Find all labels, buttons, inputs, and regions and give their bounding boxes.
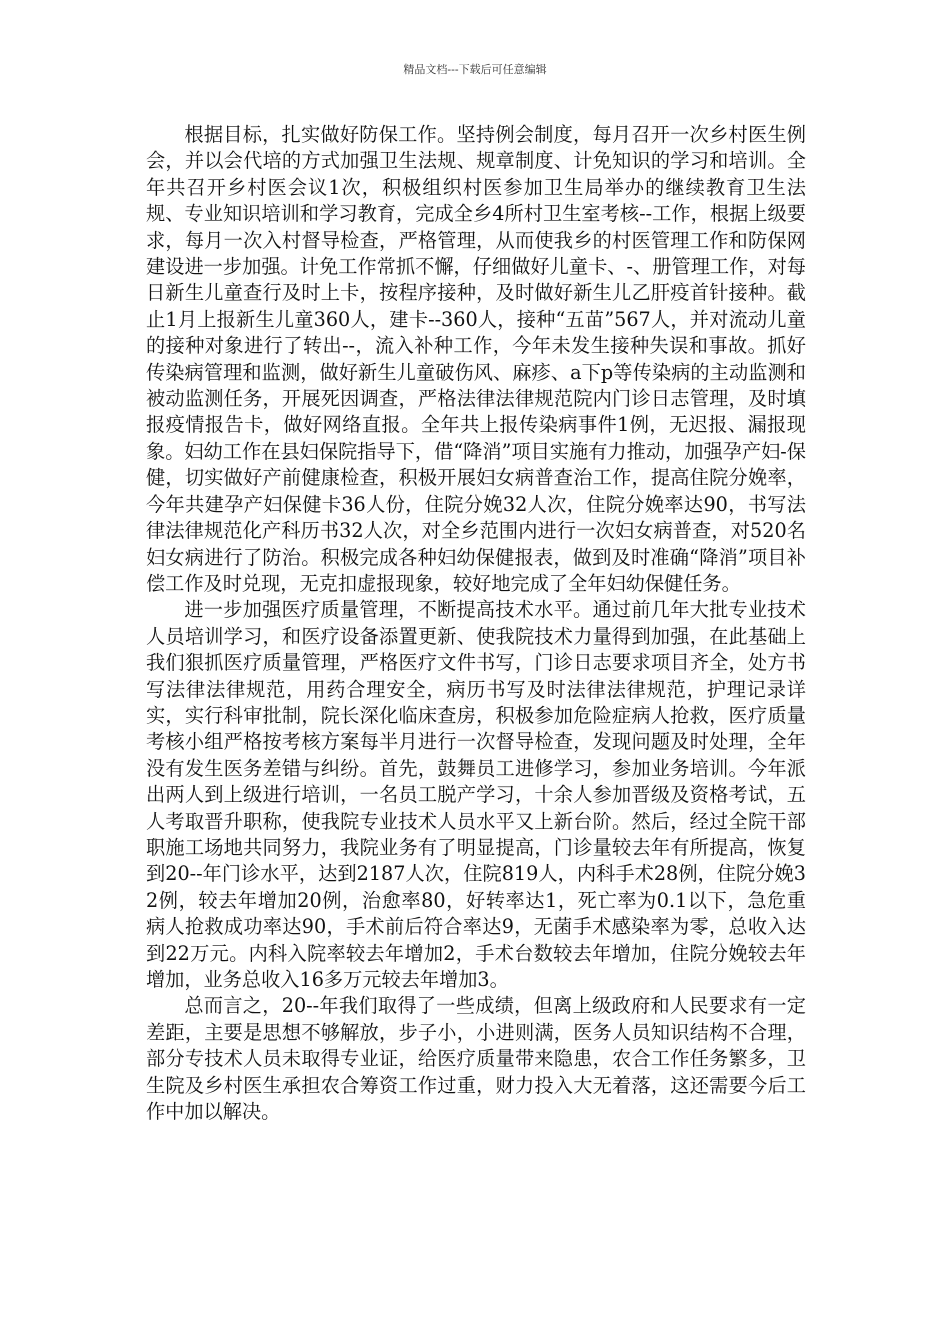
paragraph-prevention: 根据目标，扎实做好防保工作。坚持例会制度，每月召开一次乡村医生例会，并以会代培的方式加强卫生法规、规章制度、计免知识的学习和培训。全年共召开乡村医会议1次，积极组织村医参加卫生局举办的继续教育卫生法规、专业知识培训和学习教育，完成全乡4所村卫生室考核--工作，根据上级要求，每月一次入村督导检查，严格管理，从而使我乡的村医管理工作和防保网建设进一步加强。计免工作常抓不懈，仔细做好儿童卡、-、册管理工作，对每日新生儿童查行及时上卡，按程序接种，及时做好新生儿乙肝疫首针接种。截止1月上报新生儿童360人，建卡--360人，接种“五苗”567人，并对流动儿童的接种对象进行了转出--，流入补种工作，今年未发生接种失误和事故。抓好传染病管理和监测，做好新生儿童破伤风、麻疹、a下p等传染病的主动监测和被动监测任务，开展死因调查，严格法律法律规范院内门诊日志管理，及时填报疫情报告卡，做好网络直报。全年共上报传染病事件1例，无迟报、漏报现象。妇幼工作在县妇保院指导下，借“降消”项目实施有力推动，加强孕产妇-保健，切实做好产前健康检查，积极开展妇女病普查治工作，提高住院分娩率，今年共建孕产妇保健卡36人份，住院分娩32人次，住院分娩率达90，书写法律法律规范化产科历书32人次，对全乡范围内进行一次妇女病普查，对520名妇女病进行了防治。积极完成各种妇幼保健报表，做到及时准确“降消”项目补偿工作及时兑现，无克扣虚报现象，较好地完成了全年妇幼保健任务。 [146,123,806,595]
document-body [146,122,806,1125]
paragraph-summary: 总而言之，20--年我们取得了一些成绩，但离上级政府和人民要求有一定差距，主要是思想不够解放，步子小，小进则满，医务人员知识结构不合理，部分专技术人员未取得专业证，给医疗质量带来隐患，农合工作任务繁多，卫生院及乡村医生承担农合筹资工作过重，财力投入大无着落，这还需要今后工作中加以解决。 [146,994,806,1124]
page-header: 精品文档---下载后可任意编辑 [403,63,547,76]
paragraph-quality: 进一步加强医疗质量管理，不断提高技术水平。通过前几年大批专业技术人员培训学习，和医疗设备添置更新、使我院技术力量得到加强，在此基础上我们狠抓医疗质量管理，严格医疗文件书写，门诊日志要求项目齐全，处方书写法律法律规范，用药合理安全，病历书写及时法律法律规范，护理记录详实，实行科审批制，院长深化临床查房，积极参加危险症病人抢救，医疗质量考核小组严格按考核方案每半月进行一次督导检查，发现问题及时处理，全年没有发生医务差错与纠纷。首先，鼓舞员工进修学习，参加业务培训。今年派出两人到上级进行培训，一名员工脱产学习，十余人参加晋级及资格考试，五人考取晋升职称，使我院专业技术人员水平又上新台阶。然后，经过全院干部职施工场地共同努力，我院业务有了明显提高，门诊量较去年有所提高，恢复到20--年门诊水平，达到2187人次，住院819人，内科手术28例，住院分娩32例，较去年增加20例，治愈率80，好转率达1，死亡率为0.1以下，急危重病人抢救成功率达90，手术前后符合率达9，无菌手术感染率为零，总收入达到22万元。内科入院率较去年增加2，手术台数较去年增加，住院分娩较去年增加，业务总收入16多万元较去年增加3。 [146,598,806,991]
